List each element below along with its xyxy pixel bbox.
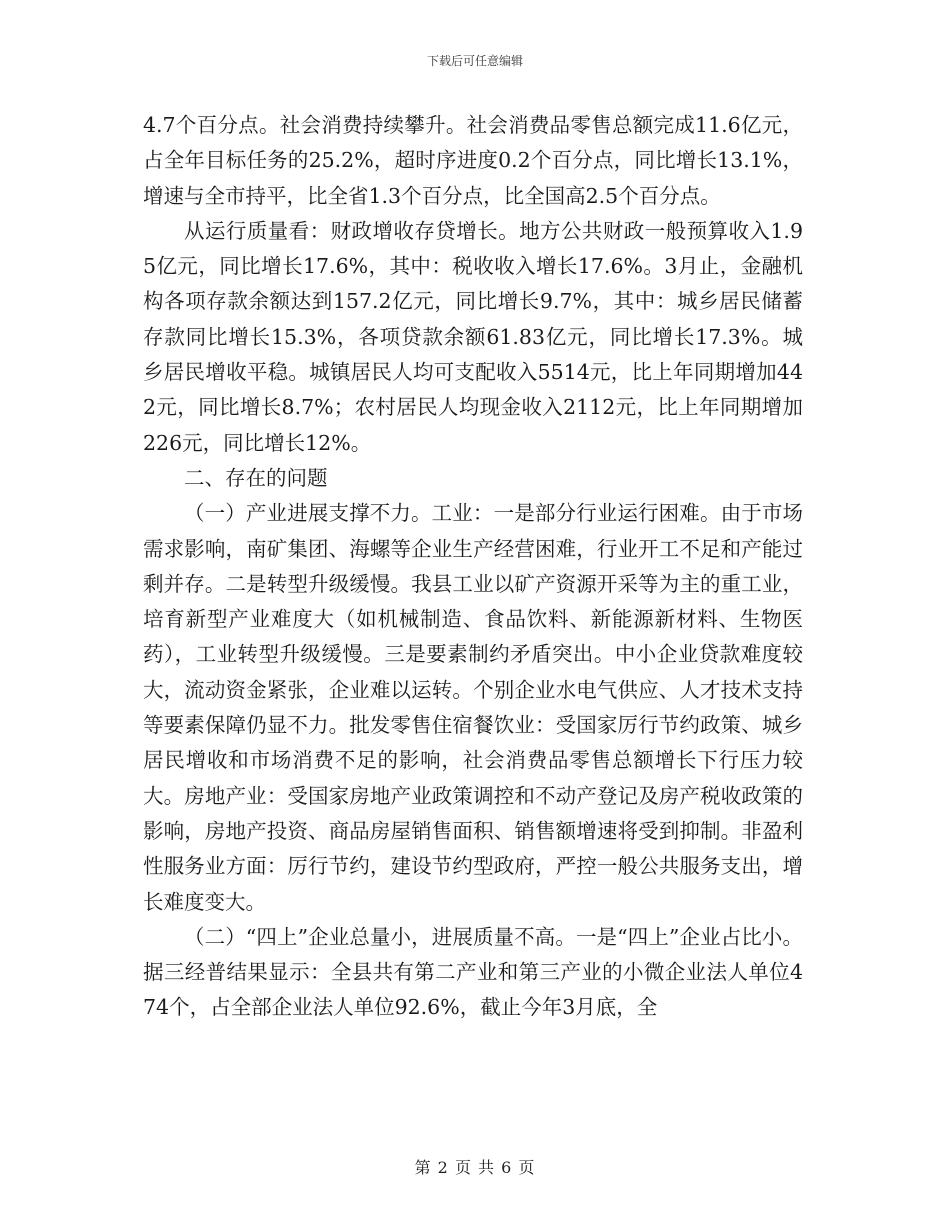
paragraph-operation-quality: 从运行质量看：财政增收存贷增长。地方公共财政一般预算收入1.95亿元，同比增长17.6%，其中：税收收入增长17.6%。3月止，金融机构各项存款余额达到157.2亿元，同比增长9.7%，其中：城乡居民储蓄存款同比增长15.3%，各项贷款余额61.83亿元，同比增长17.3%。城乡居民增收平稳。城镇居民人均可支配收入5514元，比上年同期增加442元，同比增长8.7%；农村居民人均现金收入2112元，比上年同期增加226元，同比增长12%。 bbox=[143, 218, 803, 455]
header-note: 下载后可任意编辑 bbox=[426, 54, 523, 68]
paragraph-four-above-enterprises: （二）“四上”企业总量小，进展质量不高。一是“四上”企业占比小。据三经普结果显示：全县共有第二产业和第三产业的小微企业法人单位474个，占全部企业法人单位92.6%，截止今年3月底，全 bbox=[143, 924, 803, 1020]
section-heading-problems: 二、存在的问题 bbox=[184, 465, 328, 490]
page-number: 第 2 页 共 6 页 bbox=[414, 1158, 536, 1177]
paragraph-consumption: 4.7个百分点。社会消费持续攀升。社会消费品零售总额完成11.6亿元，占全年目标任务的25.2%，超时序进度0.2个百分点，同比增长13.1%，增速与全市持平，比全省1.3个百分点，比全国高2.5个百分点。 bbox=[143, 113, 803, 208]
paragraph-industry-support: （一）产业进展支撑不力。工业：一是部分行业运行困难。由于市场需求影响，南矿集团、海螺等企业生产经营困难，行业开工不足和产能过剩并存。二是转型升级缓慢。我县工业以矿产资源开采等为主的重工业，培育新型产业难度大（如机械制造、食品饮料、新能源新材料、生物医药），工业转型升级缓慢。三是要素制约矛盾突出。中小企业贷款难度较大，流动资金紧张，企业难以运转。个别企业水电气供应、人才技术支持等要素保障仍显不力。批发零售住宿餐饮业：受国家厉行节约政策、城乡居民增收和市场消费不足的影响，社会消费品零售总额增长下行压力较大。房地产业：受国家房地产业政策调控和不动产登记及房产税收政策的影响，房地产投资、商品房屋销售面积、销售额增速将受到抑制。非盈利性服务业方面：厉行节约，建设节约型政府，严控一般公共服务支出，增长难度变大。 bbox=[143, 501, 803, 914]
document-body bbox=[143, 108, 803, 1026]
